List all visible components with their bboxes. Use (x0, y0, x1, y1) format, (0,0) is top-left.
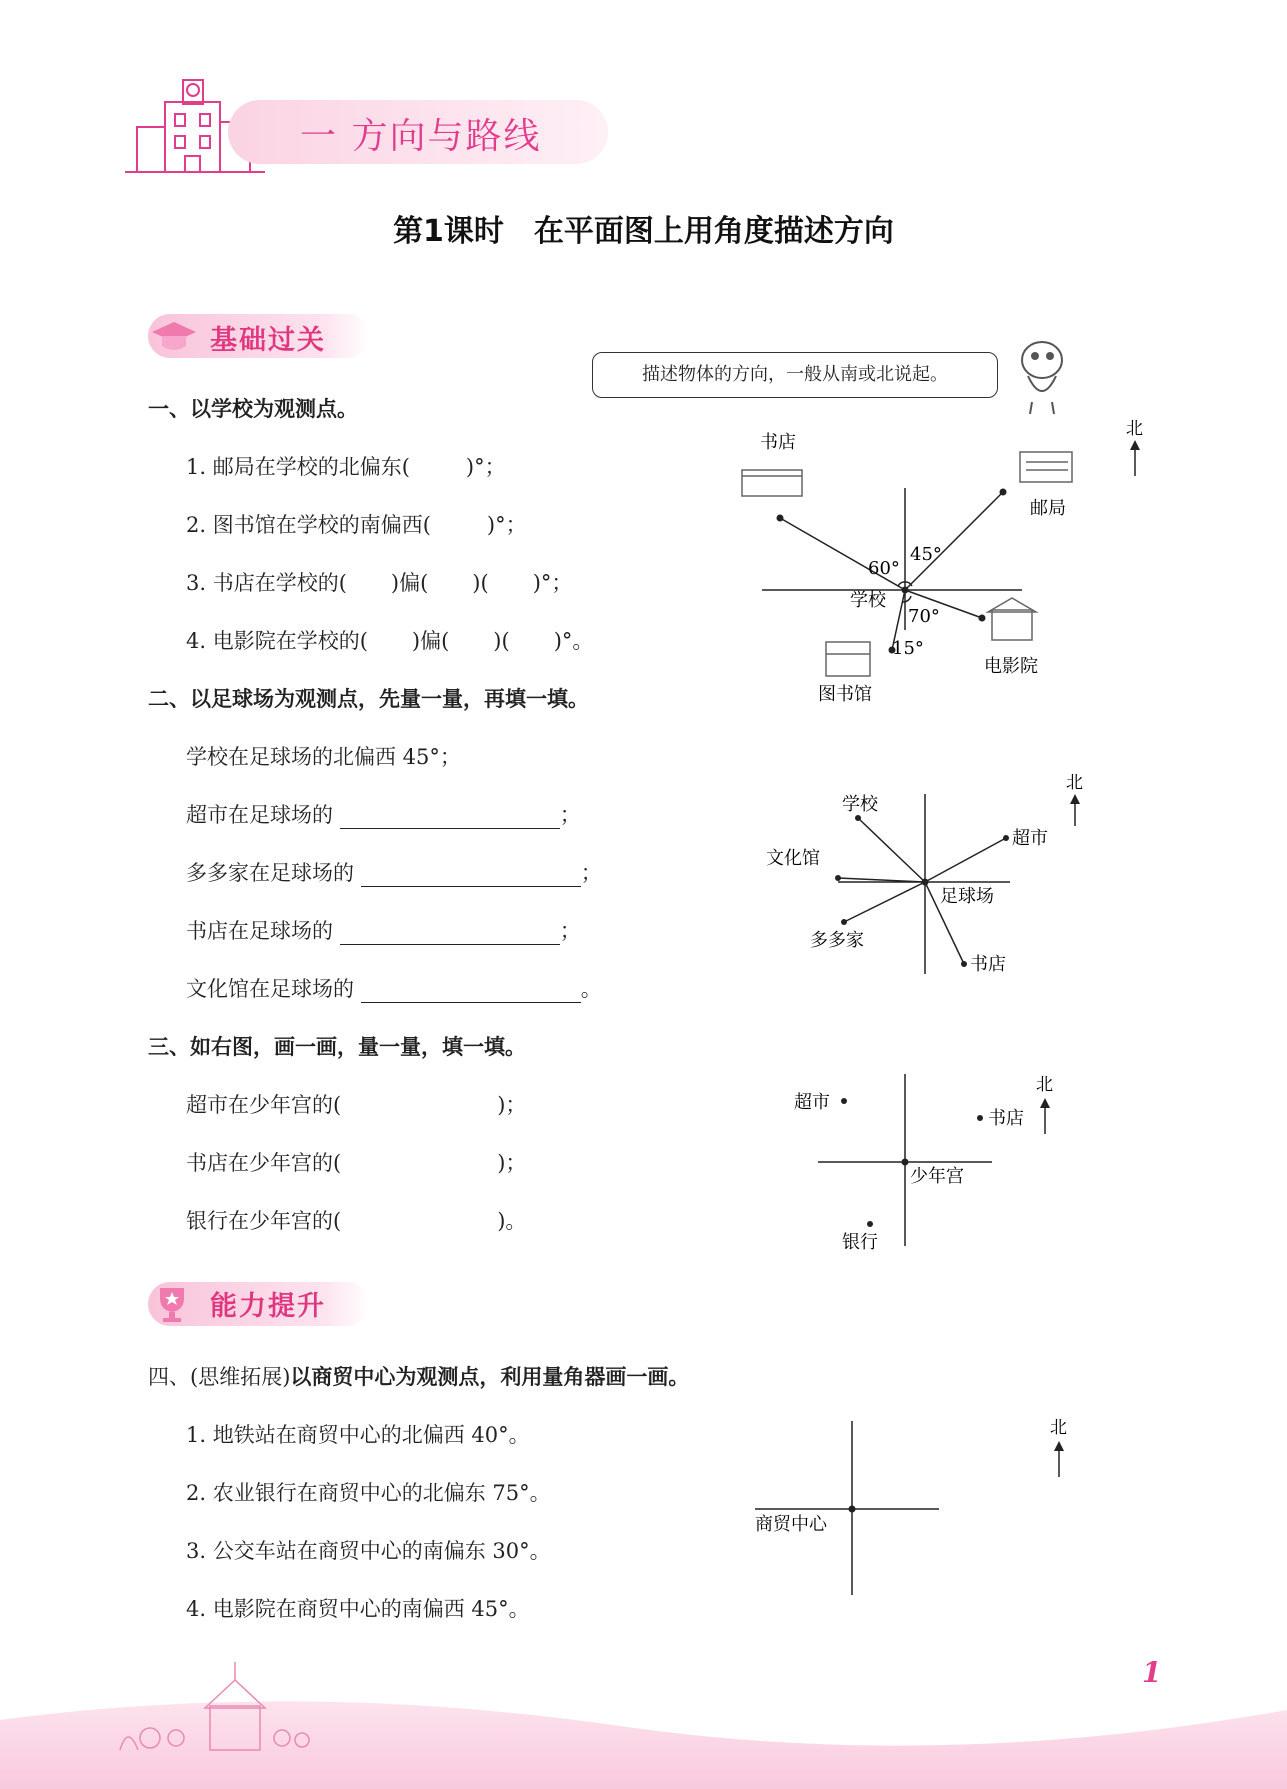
q1-angle-70: 70° (908, 606, 940, 627)
q1-cinema-label: 电影院 (984, 656, 1038, 677)
q2-bookstore-label: 书店 (970, 954, 1006, 975)
section-title-advanced: 能力提升 (210, 1291, 326, 1322)
q1-heading: 一、以学校为观测点。 (148, 396, 358, 421)
q2-item-3: 书店在足球场的 ； (186, 919, 581, 943)
q2-example: 学校在足球场的北偏西 45°； (186, 745, 461, 769)
q3-item-3: 银行在少年宫的( )。 (186, 1209, 527, 1233)
q2-culture-hall-label: 文化馆 (766, 848, 820, 869)
unit-title: 一 方向与路线 (300, 116, 542, 157)
footer-wave-decoration (0, 1640, 1287, 1789)
q2-item-1: 超市在足球场的 ； (186, 803, 581, 827)
q1-item-4: 4. 电影院在学校的( )偏( )( )°。 (186, 629, 594, 653)
bookstore-building-icon (742, 470, 802, 496)
q3-youth-palace-label: 少年宫 (910, 1166, 964, 1187)
q4-heading: 四、(思维拓展)以商贸中心为观测点，利用量角器画一画。 (148, 1364, 690, 1389)
trophy-icon (152, 1284, 192, 1324)
q3-item-1: 超市在少年宫的( )； (186, 1093, 527, 1117)
q2-item-2: 多多家在足球场的 ； (186, 861, 602, 885)
q2-direction-figure (760, 770, 1100, 990)
q3-item-2: 书店在少年宫的( )； (186, 1151, 527, 1175)
tip-bubble: 描述物体的方向，一般从南或北说起。 (592, 352, 998, 398)
q4-trade-center-label: 商贸中心 (755, 1514, 827, 1535)
q2-duoduo-home-label: 多多家 (810, 930, 864, 951)
q2-blank-3[interactable] (340, 924, 560, 945)
q1-direction-figure (730, 410, 1150, 720)
q1-item-1: 1. 邮局在学校的北偏东( )°； (186, 455, 506, 479)
q4-item-1: 1. 地铁站在商贸中心的北偏西 40°。 (186, 1423, 530, 1447)
q2-blank-1[interactable] (340, 808, 560, 829)
q3-heading: 三、如右图，画一画，量一量，填一填。 (148, 1034, 526, 1059)
q1-bookstore-label: 书店 (760, 432, 796, 453)
q1-angle-45: 45° (910, 544, 942, 565)
q3-supermarket-label: 超市 (794, 1092, 830, 1113)
q4-item-4: 4. 电影院在商贸中心的南偏西 45°。 (186, 1597, 530, 1621)
cinema-building-icon (992, 610, 1032, 640)
q2-heading: 二、以足球场为观测点，先量一量，再填一填。 (148, 686, 589, 711)
q1-angle-60: 60° (868, 558, 900, 579)
page-number: 1 (1142, 1656, 1162, 1689)
q1-library-label: 图书馆 (818, 684, 872, 705)
q1-north-label: 北 (1126, 419, 1143, 439)
q2-stadium-label: 足球场 (940, 886, 994, 907)
q4-item-3: 3. 公交车站在商贸中心的南偏东 30°。 (186, 1539, 551, 1563)
q3-direction-figure (780, 1070, 1080, 1260)
lesson-title: 第1课时 在平面图上用角度描述方向 (393, 214, 894, 249)
q2-north-label: 北 (1066, 773, 1083, 793)
library-building-icon (826, 642, 870, 676)
section-title-basic: 基础过关 (210, 325, 326, 356)
graduation-cap-icon (150, 318, 198, 356)
q1-angle-15: 15° (892, 638, 924, 659)
cartoon-mascot-icon (1010, 336, 1076, 416)
q3-north-label: 北 (1036, 1075, 1053, 1095)
q2-blank-2[interactable] (361, 866, 581, 887)
q4-direction-figure (745, 1415, 1085, 1605)
q2-blank-4[interactable] (361, 982, 581, 1003)
q2-supermarket-label: 超市 (1012, 828, 1048, 849)
q2-item-4: 文化馆在足球场的 。 (186, 977, 602, 1001)
q3-bookstore-label: 书店 (988, 1108, 1024, 1129)
q3-bank-label: 银行 (842, 1232, 878, 1253)
q4-north-label: 北 (1050, 1418, 1067, 1438)
q4-item-2: 2. 农业银行在商贸中心的北偏东 75°。 (186, 1481, 551, 1505)
post-office-building-icon (1020, 452, 1072, 482)
q1-item-2: 2. 图书馆在学校的南偏西( )°； (186, 513, 527, 537)
q2-school-label: 学校 (842, 794, 878, 815)
q1-school-label: 学校 (850, 590, 886, 611)
q1-item-3: 3. 书店在学校的( )偏( )( )°； (186, 571, 573, 595)
q1-post-office-label: 邮局 (1030, 498, 1066, 519)
